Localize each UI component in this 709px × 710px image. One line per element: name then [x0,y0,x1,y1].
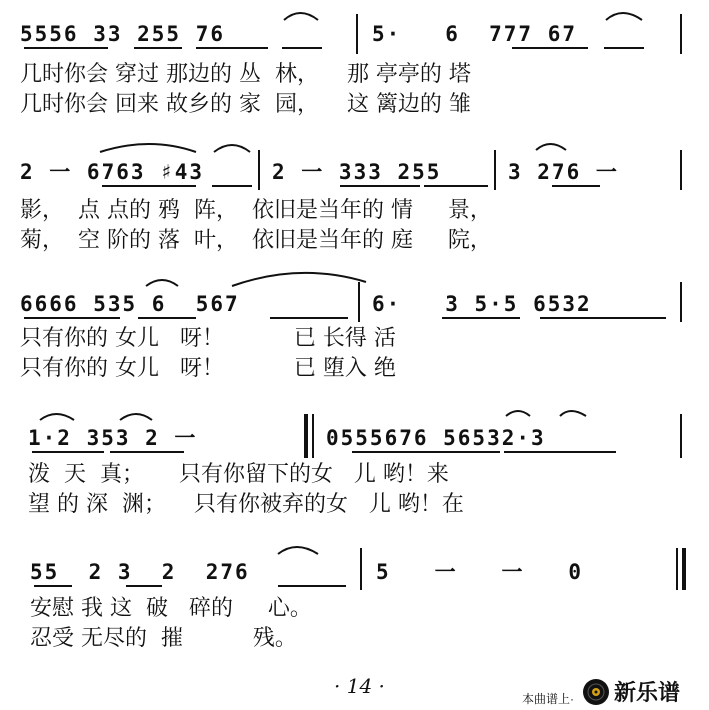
notation-measure-5: 3 276 一 [508,160,619,184]
notation-measure-10: 55 2 3 2 276 [30,560,250,584]
slur [536,144,566,150]
lyric-line-verse-2: 望 的 深 渊； 只有你被弃的女 儿 哟！在 [28,492,464,517]
notation-measure-11: 5 一 一 0 [376,560,584,584]
lyric-line-verse-2: 只有你的 女儿 呀！ 已 堕入 绝 [20,356,396,381]
credit-text: 本曲谱上· [522,692,574,706]
slur [232,273,366,286]
slur [120,414,152,420]
brand-logo-text: 新乐谱 [614,681,681,706]
slur [40,414,74,420]
lyric-line-verse-1: 泼 天 真； 只有你留下的女 儿 哟！来 [28,462,449,487]
lyric-line-verse-1: 只有你的 女儿 呀！ 已 长得 活 [20,326,396,351]
lyric-line-verse-2: 忍受 无尽的 摧 残。 [30,626,297,651]
lyric-line-verse-2: 几时你会 回来 故乡的 家 园， 这 篱边的 雏 [20,92,471,117]
slur [284,13,318,20]
notation-measure-9: 0555676 56532·3 [326,426,546,450]
slur [278,547,318,554]
slur [146,280,178,286]
notation-measure-7: 6· 3 5·5 6532 [372,292,592,316]
page-number: · 14 · [334,674,385,698]
lyric-line-verse-1: 几时你会 穿过 那边的 丛 林， 那 亭亭的 塔 [20,62,471,87]
vinyl-record-icon [582,678,610,706]
notation-measure-3: 2 一 6763 ♯43 [20,160,205,184]
notation-measure-2: 5· 6 777 67 [372,22,578,46]
notation-measure-8: 1·2 353 2 一 [28,426,198,450]
notation-measure-1: 5556 33 255 76 [20,22,226,46]
slur [214,145,250,152]
lyric-line-verse-1: 安慰 我 这 破 碎的 心。 [30,596,312,621]
slur [506,411,530,416]
lyric-line-verse-2: 菊， 空 阶的 落 叶， 依旧是当年的 庭 院， [20,228,492,253]
lyric-line-verse-1: 影， 点 点的 鸦 阵， 依旧是当年的 情 景， [20,198,492,223]
slur [606,13,642,20]
notation-measure-6: 6666 535 6 567 [20,292,240,316]
notation-measure-4: 2 一 333 255 [272,160,442,184]
slur [560,411,586,416]
slur [100,144,196,152]
